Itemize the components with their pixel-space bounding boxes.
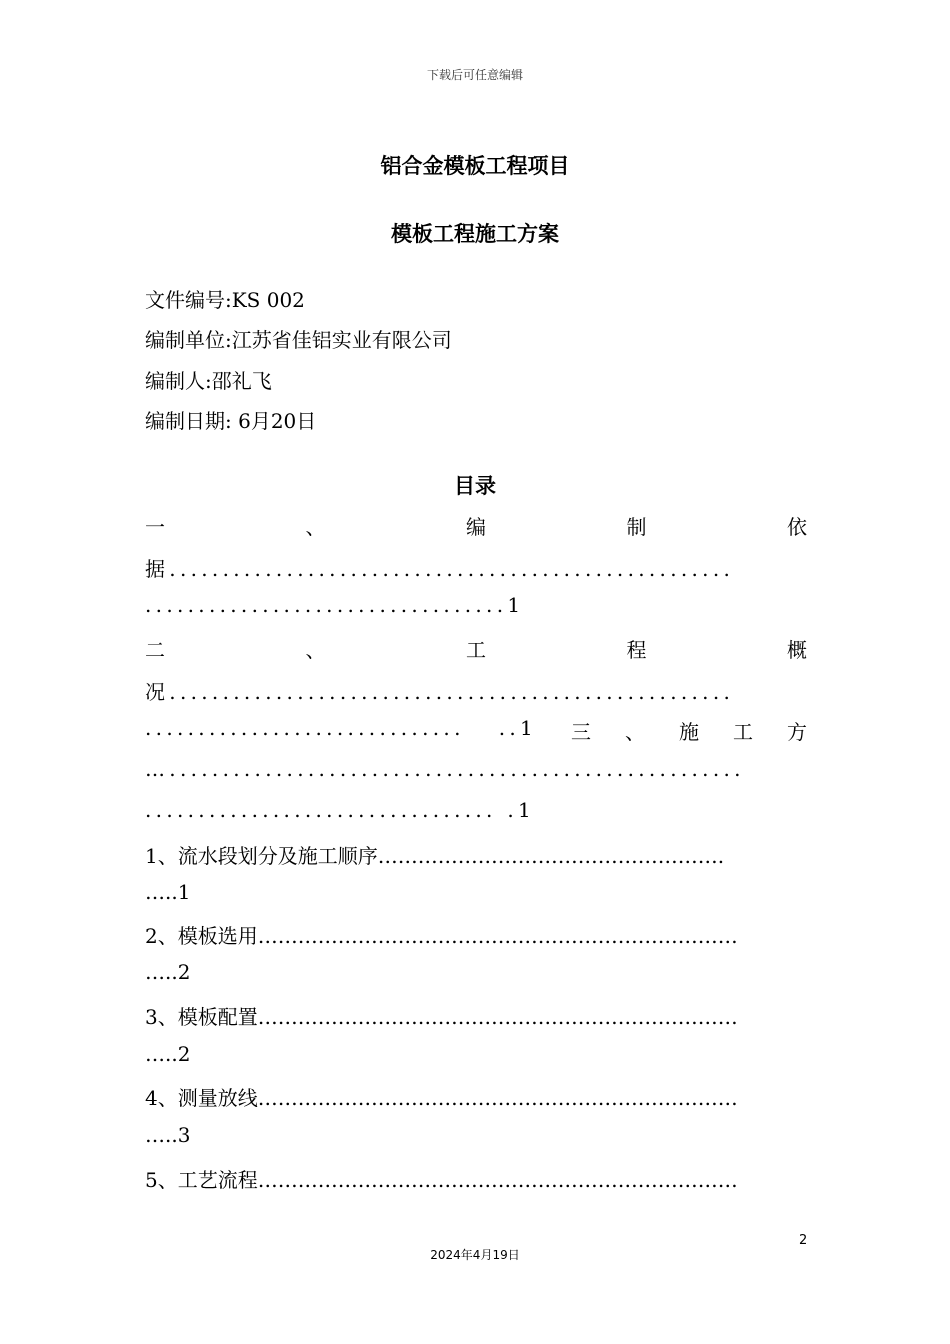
toc-line-3b: ................................. .1 <box>145 798 536 822</box>
toc-heading-2-char: 二 <box>145 638 165 662</box>
toc-heading-1 <box>145 511 807 540</box>
toc-entry-1-page: …..1 <box>145 880 191 904</box>
toc-heading-3-char: 施 <box>679 720 700 744</box>
toc-heading-3-char: 方 <box>786 720 807 744</box>
toc-line-1b: ..................................1 <box>145 593 525 617</box>
toc-line-1a: 据..................................................... <box>145 557 735 581</box>
toc-entry-5: 5、工艺流程……………………………………………………………… <box>145 1168 738 1192</box>
meta-author: 编制人:邵礼飞 <box>145 369 272 393</box>
toc-entry-2-page: …..2 <box>145 960 191 984</box>
page-number: 2 <box>799 1233 808 1248</box>
toc-entry-4: 4、测量放线……………………………………………………………… <box>145 1086 738 1110</box>
toc-heading-1-char: 、 <box>305 515 326 539</box>
toc-line-2b-dots: .............................. <box>145 716 465 740</box>
plan-title: 模板工程施工方案 <box>391 222 559 246</box>
toc-heading-2-char: 、 <box>305 638 326 662</box>
toc-entry-1: 1、流水段划分及施工顺序……………………………………………. <box>145 844 725 868</box>
toc-heading-2-char: 概 <box>787 638 807 662</box>
toc-entry-3: 3、模板配置……………………………………………………………… <box>145 1005 738 1029</box>
toc-entry-4-page: …..3 <box>145 1123 191 1147</box>
footer-date: 2024年4月19日 <box>430 1248 520 1262</box>
project-title: 铝合金模板工程项目 <box>380 154 570 178</box>
toc-heading-2-char: 程 <box>626 638 647 662</box>
page-header-note: 下载后可任意编辑 <box>426 68 523 82</box>
toc-entry-2: 2、模板选用……………………………………………………………… <box>145 924 738 948</box>
meta-file-number: 文件编号:KS 002 <box>145 288 305 312</box>
toc-line-2a: 况..................................................... <box>145 680 735 704</box>
toc-heading-2 <box>145 634 807 663</box>
toc-heading-2-char: 工 <box>466 638 486 662</box>
meta-organization: 编制单位:江苏省佳铝实业有限公司 <box>145 328 452 352</box>
toc-line-2b-page: ..1 <box>498 716 538 740</box>
toc-line-2b <box>145 716 807 745</box>
toc-heading-1-char: 制 <box>626 515 647 539</box>
toc-heading-1-char: 编 <box>466 515 486 539</box>
toc-heading-3-char: 、 <box>625 720 646 744</box>
meta-date: 编制日期: 6月20日 <box>145 409 317 433</box>
toc-line-3a: …...................................................... <box>145 757 745 781</box>
toc-heading-3-char: 工 <box>733 720 753 744</box>
toc-heading-3-char: 三 <box>571 720 592 744</box>
toc-entry-3-page: …..2 <box>145 1042 191 1066</box>
toc-heading-1-char: 一 <box>145 515 165 539</box>
toc-heading-1-char: 依 <box>787 515 807 539</box>
toc-title: 目录 <box>454 474 496 498</box>
